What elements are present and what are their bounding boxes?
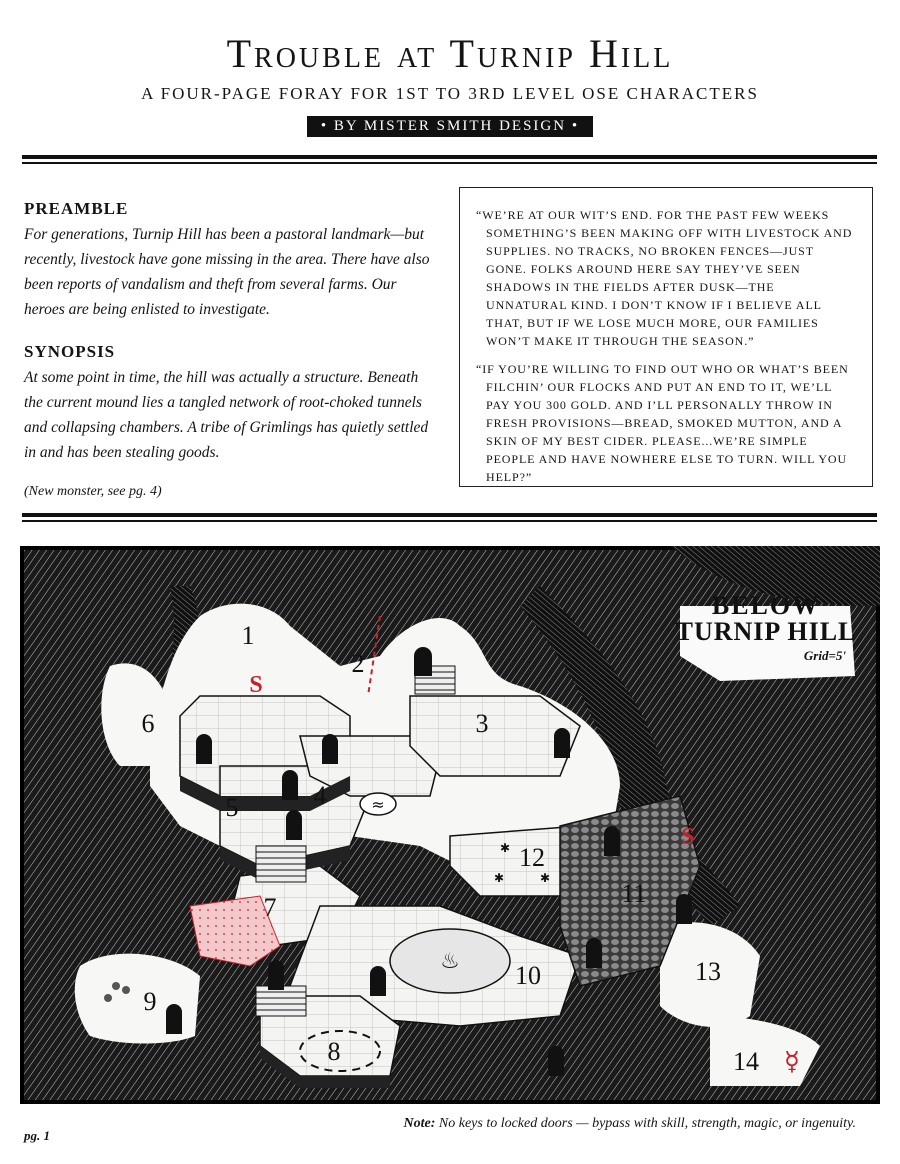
- synopsis-text: At some point in time, the hill was actually a structure. Beneath the current mound lies a tangled network of root-choked tunnels and collapsing chambers. A tribe of Grimlings has quietly settled in and has been stealing goods.: [24, 369, 429, 461]
- map-title-line-2: Turnip Hill: [675, 617, 857, 646]
- room-number: 7: [263, 893, 277, 922]
- stairs-symbol-text: ≈: [371, 795, 385, 814]
- header-rule-thick: [22, 155, 877, 159]
- document-title: Trouble at Turnip Hill: [226, 31, 674, 76]
- room-number: 10: [515, 961, 541, 990]
- byline: • BY MISTER SMITH DESIGN •: [307, 116, 593, 137]
- svg-text:✱: ✱: [500, 841, 511, 855]
- secret-door-marker: S: [681, 824, 695, 850]
- secret-door-marker: S: [249, 672, 263, 698]
- preamble-heading: PREAMBLE: [24, 199, 129, 218]
- quote-paragraph-2: “IF YOU’RE WILLING TO FIND OUT WHO OR WHAT’S BEEN FILCHIN’ OUR FLOCKS AND PUT AN END TO IT, WE’LL PAY YOU 300 GOLD. AND I’LL PERSONALLY THROW IN FRESH PROVISIONS—BREAD, SMOKED MUTTON, AND A SKIN OF MY BEST CIDER. PLEASE...WE’RE SIMPLE PEOPLE AND HAVE NOWHERE ELSE TO TURN. WILL YOU HELP?”: [476, 362, 849, 484]
- room-number: 6: [141, 709, 155, 738]
- page-number: pg. 1: [24, 1128, 50, 1143]
- room-number: 13: [695, 957, 721, 986]
- special-symbol: ☿: [784, 1047, 800, 1077]
- svg-text:✱: ✱: [494, 871, 505, 885]
- room-number: 1: [241, 621, 255, 650]
- note-text: No keys to locked doors — bypass with skill, strength, magic, or ingenuity.: [438, 1116, 856, 1131]
- header-rule-thin: [22, 162, 877, 164]
- room-number: 4: [313, 781, 327, 810]
- room-number: 14: [733, 1047, 759, 1076]
- room-number: 11: [621, 879, 647, 908]
- room-number: 8: [327, 1037, 341, 1066]
- grid-label: Grid=5': [803, 648, 846, 663]
- byline-banner: [0, 115, 900, 137]
- quote-box: [459, 187, 873, 487]
- room-number: 5: [225, 793, 239, 822]
- section-rule-thick: [22, 513, 877, 517]
- room-number: 9: [143, 987, 157, 1016]
- note-label: Note:: [403, 1116, 436, 1131]
- room-number: 12: [519, 843, 545, 872]
- locked-doors-note: [404, 1116, 857, 1132]
- monster-note: (New monster, see pg. 4): [24, 484, 162, 499]
- room-number: 2: [351, 649, 365, 678]
- preamble-text: For generations, Turnip Hill has been a pastoral landmark—but recently, livestock have gone missing in the area. There have also been reports of vandalism and theft from several farms. Our heroes are being enlisted to investigate.: [24, 226, 430, 318]
- document-subtitle: A FOUR-PAGE FORAY FOR 1ST TO 3RD LEVEL OSE CHARACTERS: [141, 84, 759, 103]
- map-title-line-1: Below: [711, 591, 821, 620]
- quote-paragraph-1: “WE’RE AT OUR WIT’S END. FOR THE PAST FEW WEEKS SOMETHING’S BEEN MAKING OFF WITH LIVESTOCK AND SUPPLIES. NO TRACKS, NO BROKEN FENCES—JUST GONE. FOLKS AROUND HERE SAY THEY’VE SEEN SHADOWS IN THE FIELDS AFTER DUSK—THE UNNATURAL KIND. I DON’T KNOW IF I BELIEVE ALL THAT, BUT IF WE LOSE MUCH MORE, OUR FAMILIES WON’T MAKE IT THROUGH THE SEASON.”: [476, 208, 853, 348]
- section-rule-thin: [22, 520, 877, 522]
- svg-text:✱: ✱: [540, 871, 551, 885]
- synopsis-heading: SYNOPSIS: [24, 342, 116, 361]
- brazier-symbol-text: ♨: [440, 949, 460, 974]
- room-number: 3: [475, 709, 489, 738]
- dungeon-map: [20, 546, 880, 1104]
